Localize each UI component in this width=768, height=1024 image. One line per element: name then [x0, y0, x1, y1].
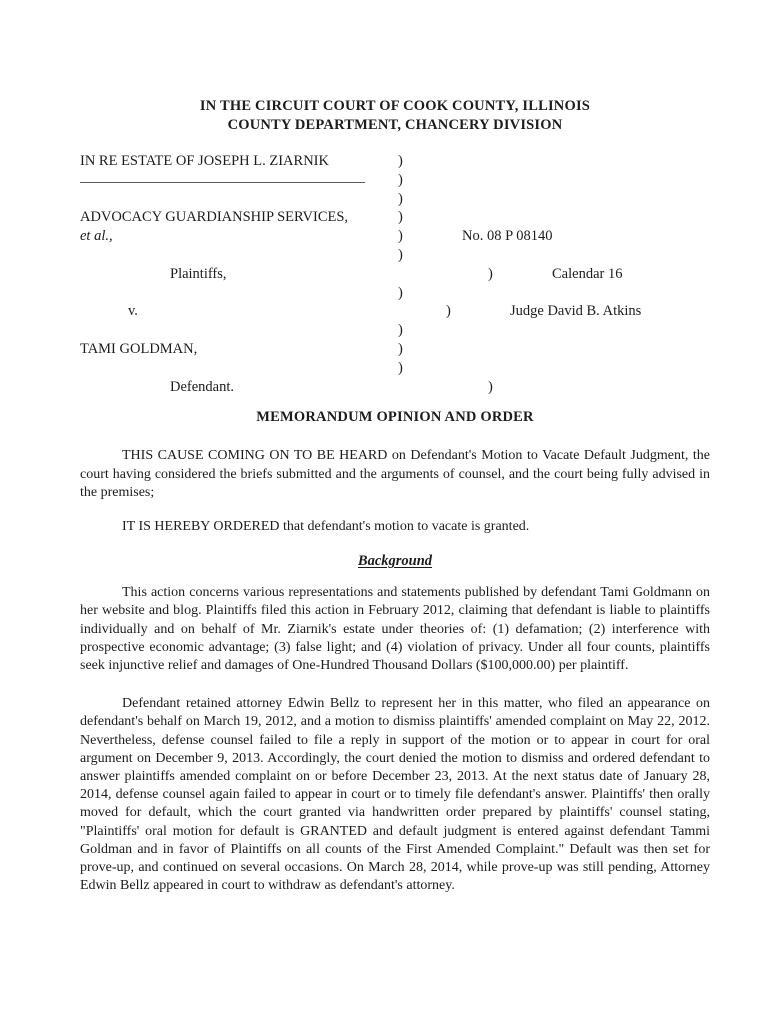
recital-paragraph: THIS CAUSE COMING ON TO BE HEARD on Defendant's Motion to Vacate Default Judgment, the court having considered the briefs submitted and the arguments of counsel, and the court being fully advised in the premises; — [80, 448, 710, 500]
defendant-name: TAMI GOLDMAN, — [80, 340, 198, 357]
case-caption — [80, 152, 710, 396]
caption-underline — [80, 171, 365, 183]
caption-row — [80, 340, 710, 359]
caption-row — [80, 359, 710, 378]
calendar-number: Calendar 16 — [552, 265, 623, 282]
caption-row — [80, 246, 710, 265]
estate-title: IN RE ESTATE OF JOSEPH L. ZIARNIK — [80, 153, 329, 169]
caption-row — [80, 208, 710, 227]
court-header — [80, 97, 710, 135]
caption-paren: ) — [398, 171, 403, 188]
plaintiffs-designation: Plaintiffs, — [170, 265, 227, 282]
court-name: IN THE CIRCUIT COURT OF COOK COUNTY, ILLINOIS — [199, 98, 591, 114]
defendant-designation: Defendant. — [170, 378, 235, 395]
caption-paren: ) — [398, 209, 403, 226]
caption-row — [80, 378, 710, 397]
caption-paren: ) — [398, 340, 403, 357]
caption-row — [80, 321, 710, 340]
order-title: MEMORANDUM OPINION AND ORDER — [256, 409, 534, 426]
background-heading-text: Background — [357, 553, 433, 570]
plaintiff-name: ADVOCACY GUARDIANSHIP SERVICES, — [80, 209, 349, 226]
caption-row — [80, 284, 710, 303]
caption-paren: ) — [488, 378, 493, 395]
decree-paragraph: IT IS HEREBY ORDERED that defendant's motion to vacate is granted. — [122, 518, 530, 534]
caption-paren: ) — [398, 284, 403, 301]
caption-row — [80, 227, 710, 246]
caption-row — [80, 190, 710, 209]
et-al-label: et al., — [80, 228, 113, 245]
background-heading — [80, 553, 710, 570]
judge-name: Judge David B. Atkins — [510, 303, 642, 320]
caption-paren: ) — [398, 153, 403, 169]
caption-paren: ) — [398, 322, 403, 339]
caption-paren: ) — [446, 303, 451, 320]
caption-row — [80, 171, 710, 190]
caption-row — [80, 152, 710, 171]
caption-paren: ) — [398, 359, 403, 376]
versus-label: v. — [128, 303, 138, 320]
caption-paren: ) — [398, 228, 403, 245]
background-paragraph-1: This action concerns various representations and statements published by defendant Tami Goldmann on her website and blog. Plaintiffs filed this action in February 2012, claiming that defendant is liable to plaintiffs individually and on behalf of Mr. Ziarnik's estate under theories of: (1) defamation; (2) interference with prospective economic advantage; (3) false light; and (4) violation of privacy. Under all four counts, plaintiffs seek injunctive relief and damages of One-Hundred Thousand Dollars ($100,000.00) per plaintiff. — [80, 585, 710, 673]
case-number: No. 08 P 08140 — [462, 228, 553, 245]
caption-paren: ) — [398, 190, 403, 207]
caption-paren: ) — [488, 265, 493, 282]
caption-row — [80, 302, 710, 321]
caption-paren: ) — [398, 246, 403, 263]
court-division: COUNTY DEPARTMENT, CHANCERY DIVISION — [227, 117, 563, 133]
caption-row — [80, 265, 710, 284]
background-paragraph-2: Defendant retained attorney Edwin Bellz to represent her in this matter, who filed an appearance on defendant's behalf on March 19, 2012, and a motion to dismiss plaintiffs' amended complaint on May 22, 2012. Nevertheless, defense counsel failed to file a reply in support of the motion or to appear in court for oral argument on December 9, 2013. Accordingly, the court denied the motion to dismiss and ordered defendant to answer plaintiffs amended complaint on or before December 23, 2013. At the next status date of January 28, 2014, defense counsel again failed to appear in court or to timely file defendant's answer. Plaintiffs' then orally moved for default, which the court granted via handwritten order prepared by plaintiffs' counsel stating, "Plaintiffs' oral motion for default is GRANTED and default judgment is entered against defendant Tammi Goldman and in favor of Plaintiffs on all counts of the First Amended Complaint." Default was then set for prove-up, and continued on several occasions. On March 28, 2014, while prove-up was still pending, Attorney Edwin Bellz appeared in court to withdraw as defendant's attorney. — [80, 696, 710, 894]
caption-left-cell — [80, 171, 398, 183]
